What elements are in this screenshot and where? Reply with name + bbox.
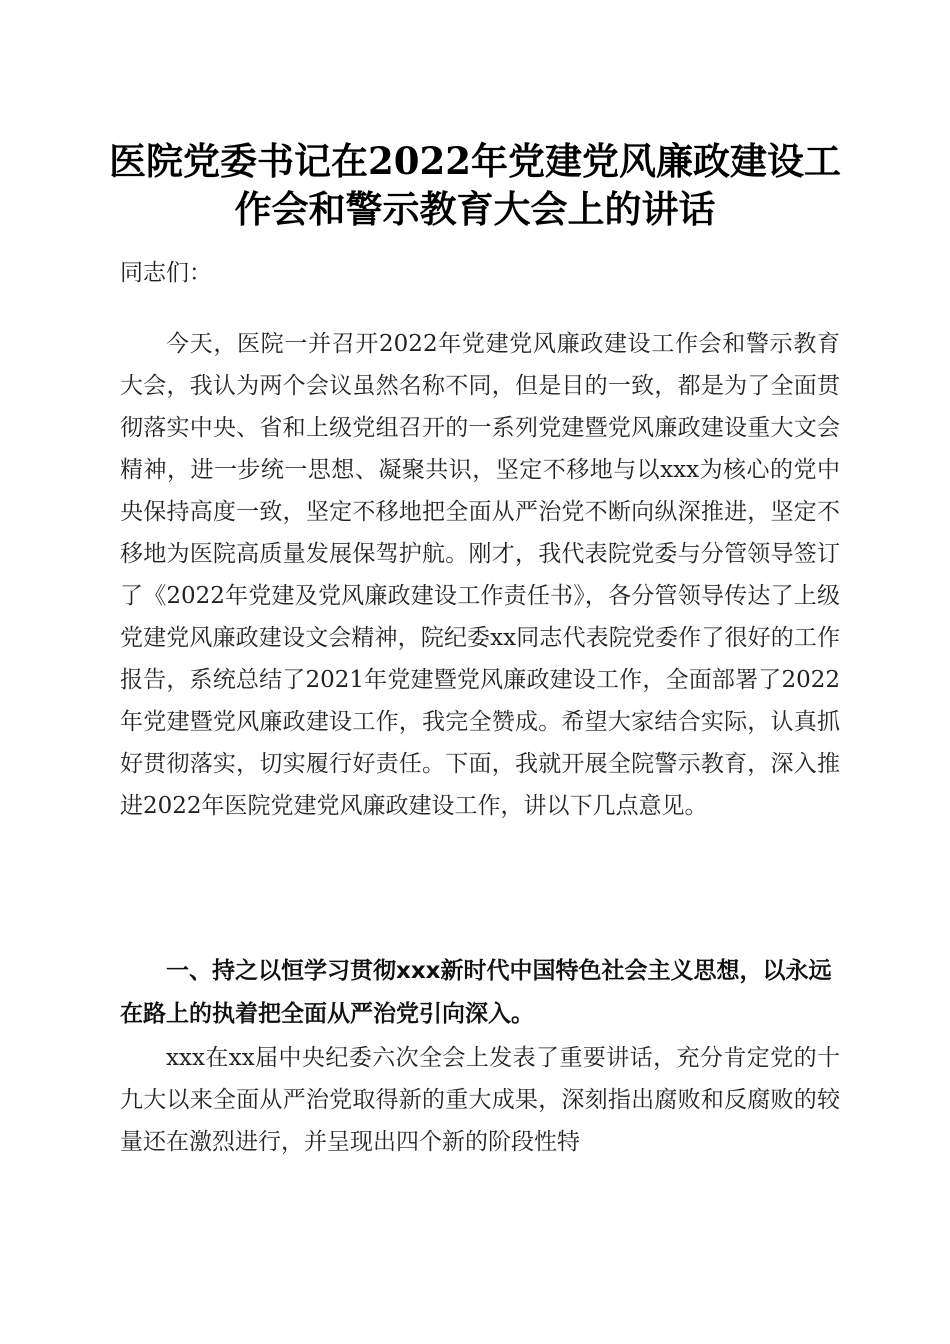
paragraph-section-1: xxx在xx届中央纪委六次全会上发表了重要讲话，充分肯定党的十九大以来全面从严治党取得新的重大成果，深刻指出腐败和反腐败的较量还在激烈进行，并呈现出四个新的阶段性特 [120,1045,840,1155]
salutation: 同志们： [120,260,212,286]
paragraph-intro: 今天，医院一并召开2022年党建党风廉政建设工作会和警示教育大会，我认为两个会议虽然名称不同，但是目的一致，都是为了全面贯彻落实中央、省和上级党组召开的一系列党建暨党风廉政建设重大文会精神，进一步统一思想、凝聚共识，坚定不移地与以xxx为核心的党中央保持高度一致，坚定不移地把全面从严治党不断向纵深推进，坚定不移地为医院高质量发展保驾护航。刚才，我代表院党委与分管领导签订了《2022年党建及党风廉政建设工作责任书》，各分管领导传达了上级党建党风廉政建设文会精神，院纪委xx同志代表院党委作了很好的工作报告，系统总结了2021年党建暨党风廉政建设工作，全面部署了2022年党建暨党风廉政建设工作，我完全赞成。希望大家结合实际，认真抓好贯彻落实，切实履行好责任。下面，我就开展全院警示教育，深入推进2022年医院党建党风廉政建设工作，讲以下几点意见。 [120,331,840,819]
section-heading-1: 一、持之以恒学习贯彻xxx新时代中国特色社会主义思想，以永远在路上的执着把全面从严治党引向深入。 [120,958,832,1027]
document-title-line-1: 医院党委书记在2022年党建党风廉政建设工 [109,139,841,183]
document-title-line-2: 作会和警示教育大会上的讲话 [234,187,716,231]
